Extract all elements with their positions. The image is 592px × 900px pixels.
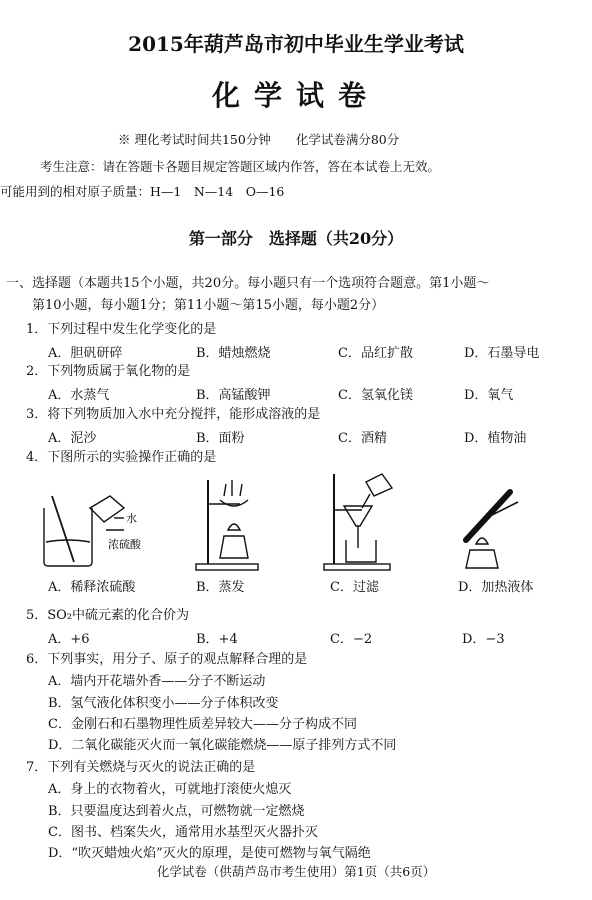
beaker-icon [44, 508, 92, 566]
question-stem: 6．下列事实，用分子、原子的观点解释合理的是 [26, 652, 308, 667]
beaker-icon [346, 540, 376, 562]
option: A．泥沙 [48, 431, 97, 446]
option: D．“吹灭蜡烛火焰”灭火的原理，是使可燃物与氧气隔绝 [48, 846, 371, 861]
question-stem: 4．下图所示的实验操作正确的是 [26, 450, 217, 465]
option: A．身上的衣物着火，可就地打滚使火熄灭 [48, 782, 292, 797]
option: C．酒精 [338, 431, 387, 446]
option: B．+4 [196, 632, 238, 647]
flame-icon [476, 538, 488, 544]
option: C．金刚石和石墨物理性质差异较大——分子构成不同 [48, 717, 357, 732]
page-footer: 化学试卷（供葫芦岛市考生使用）第1页（共6页） [156, 864, 436, 879]
label-acid: 浓硫酸 [108, 538, 141, 551]
figure-heating-liquid [456, 484, 536, 572]
option: B．蒸发 [196, 580, 245, 595]
instructions-line2: 第10小题，每小题1分；第11小题～第15小题，每小题2分） [32, 298, 385, 313]
option: D．石墨导电 [464, 346, 540, 361]
option: A．稀释浓硫酸 [48, 580, 136, 595]
option: C．氢氧化镁 [338, 388, 413, 403]
option: B．面粉 [196, 431, 245, 446]
exam-title: 2015年葫芦岛市初中毕业生学业考试 [128, 32, 464, 56]
atomic-masses: 可能用到的相对原子质量：H—1 N—14 O—16 [0, 184, 285, 199]
question-stem: 7．下列有关燃烧与灭火的说法正确的是 [26, 760, 256, 775]
option: D．−3 [462, 632, 505, 647]
option: B．高锰酸钾 [196, 388, 271, 403]
alcohol-lamp-icon [220, 536, 248, 558]
option: B．蜡烛燃烧 [196, 346, 271, 361]
option: C．−2 [330, 632, 373, 647]
notice: 考生注意：请在答题卡各题目规定答题区域内作答，答在本试卷上无效。 [40, 159, 441, 174]
option: D．二氧化碳能灭火而一氧化碳能燃烧——原子排列方式不同 [48, 738, 397, 753]
flame-icon [228, 524, 240, 530]
subject-title: 化学试卷 [211, 79, 380, 112]
option: D．加热液体 [458, 580, 534, 595]
figure-filtration [322, 468, 402, 572]
section-title: 第一部分 选择题（共20分） [188, 229, 404, 248]
time-note: ※ 理化考试时间共150分钟 化学试卷满分80分 [118, 132, 400, 147]
option: C．图书、档案失火，通常用水基型灭火器扑灭 [48, 825, 318, 840]
option: B．氢气液化体积变小——分子体积改变 [48, 696, 279, 711]
option: D．植物油 [464, 431, 527, 446]
option: A．墙内开花墙外香——分子不断运动 [48, 674, 266, 689]
option: C．品红扩散 [338, 346, 413, 361]
glass-rod-icon [52, 496, 74, 562]
question-stem: 3．将下列物质加入水中充分搅拌，能形成溶液的是 [26, 407, 321, 422]
label-water: 水 [126, 512, 137, 525]
alcohol-lamp-icon [466, 550, 498, 568]
option: A．胆矾研碎 [48, 346, 123, 361]
option: D．氧气 [464, 388, 514, 403]
option: A．+6 [48, 632, 90, 647]
option: C．过滤 [330, 580, 379, 595]
figure-evaporation [190, 470, 270, 572]
figure-dilute-acid [38, 478, 148, 570]
instructions-line1: 一、选择题（本题共15个小题，共20分。每小题只有一个选项符合题意。第1小题～ [6, 276, 490, 291]
test-tube-icon [466, 492, 510, 540]
pouring-beaker-icon [366, 474, 392, 496]
option: A．水蒸气 [48, 388, 110, 403]
question-stem: 1．下列过程中发生化学变化的是 [26, 322, 217, 337]
evaporating-dish-icon [220, 500, 248, 506]
funnel-icon [344, 506, 372, 526]
option: B．只要温度达到着火点，可燃物就一定燃烧 [48, 804, 305, 819]
question-stem: 2．下列物质属于氧化物的是 [26, 364, 191, 379]
question-stem: 5．SO₂中硫元素的化合价为 [26, 608, 190, 623]
